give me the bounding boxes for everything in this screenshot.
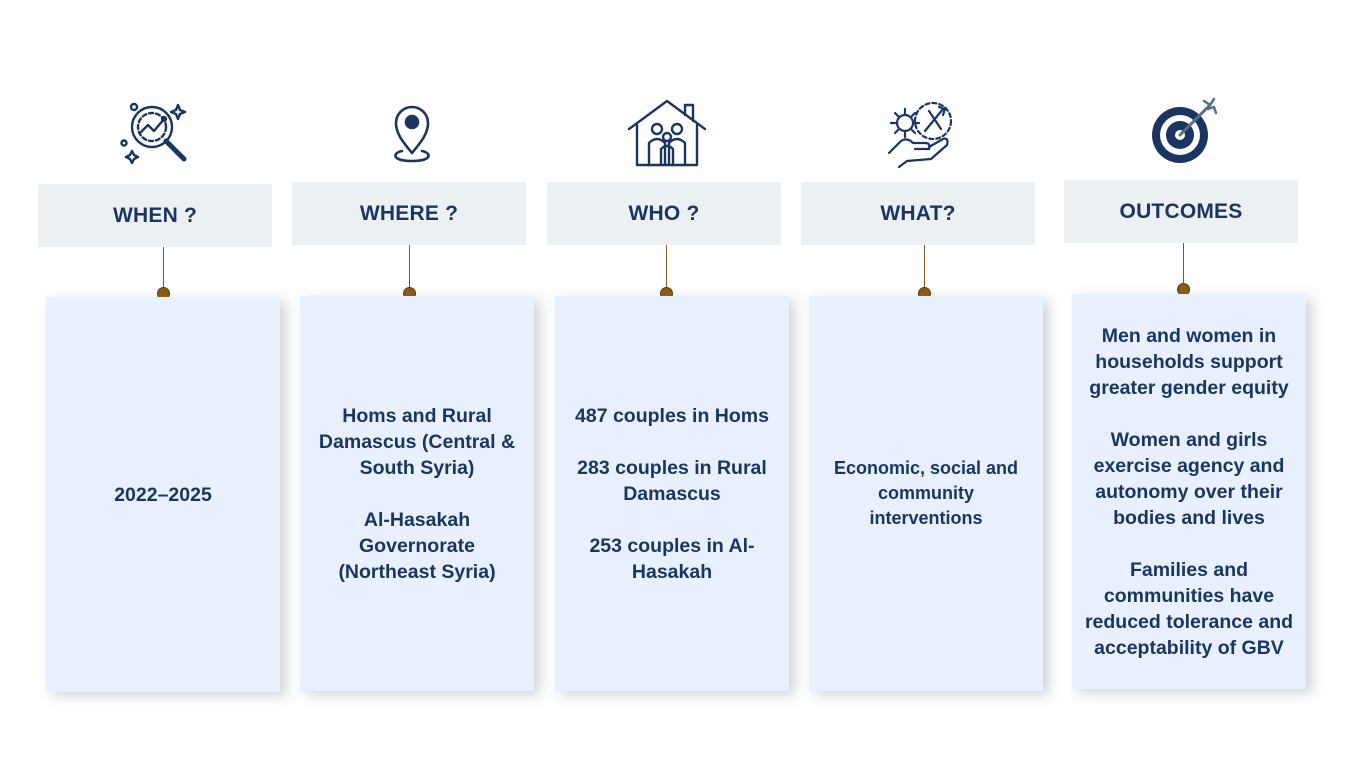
card-item: Women and girls exercise agency and autonomy over their bodies and lives <box>1093 428 1285 529</box>
header-what: WHAT? <box>801 182 1035 245</box>
card-item: Economic, social and community interventions <box>833 458 1019 528</box>
card-item: Men and women in households support greater gender equity <box>1089 324 1289 399</box>
card-item: 2022–2025 <box>114 483 212 506</box>
header-outcomes: OUTCOMES <box>1064 180 1298 243</box>
card-what <box>809 296 1043 691</box>
location-pin-icon <box>292 95 532 170</box>
card-item: Families and communities have reduced tolerance and acceptability of GBV <box>1084 558 1294 659</box>
card-item: Al-Hasakah Governorate (Northeast Syria) <box>338 508 496 583</box>
card-who <box>555 296 789 691</box>
family-house-icon <box>547 95 787 170</box>
card-item: 253 couples in Al-Hasakah <box>589 534 755 583</box>
column-what <box>801 0 1041 768</box>
header-who: WHO ? <box>547 182 781 245</box>
card-item: Homs and Rural Damascus (Central & South Syria) <box>318 404 516 479</box>
connector-line <box>163 247 164 287</box>
column-outcomes <box>1064 0 1304 768</box>
card-when <box>46 297 280 692</box>
connector-line <box>924 245 925 287</box>
search-analytics-icon <box>38 95 278 170</box>
column-who <box>547 0 787 768</box>
card-item: 487 couples in Homs <box>575 404 769 427</box>
connector-line <box>666 245 667 287</box>
card-item: 283 couples in Rural Damascus <box>577 456 767 505</box>
header-where: WHERE ? <box>292 182 526 245</box>
column-when <box>38 0 278 768</box>
target-arrow-icon <box>1064 95 1304 170</box>
connector-line <box>1183 243 1184 283</box>
connector-line <box>409 245 410 287</box>
column-where <box>292 0 532 768</box>
header-when: WHEN ? <box>38 184 272 247</box>
gear-tools-hand-icon <box>801 95 1041 170</box>
card-outcomes <box>1072 294 1306 689</box>
card-where <box>300 296 534 691</box>
